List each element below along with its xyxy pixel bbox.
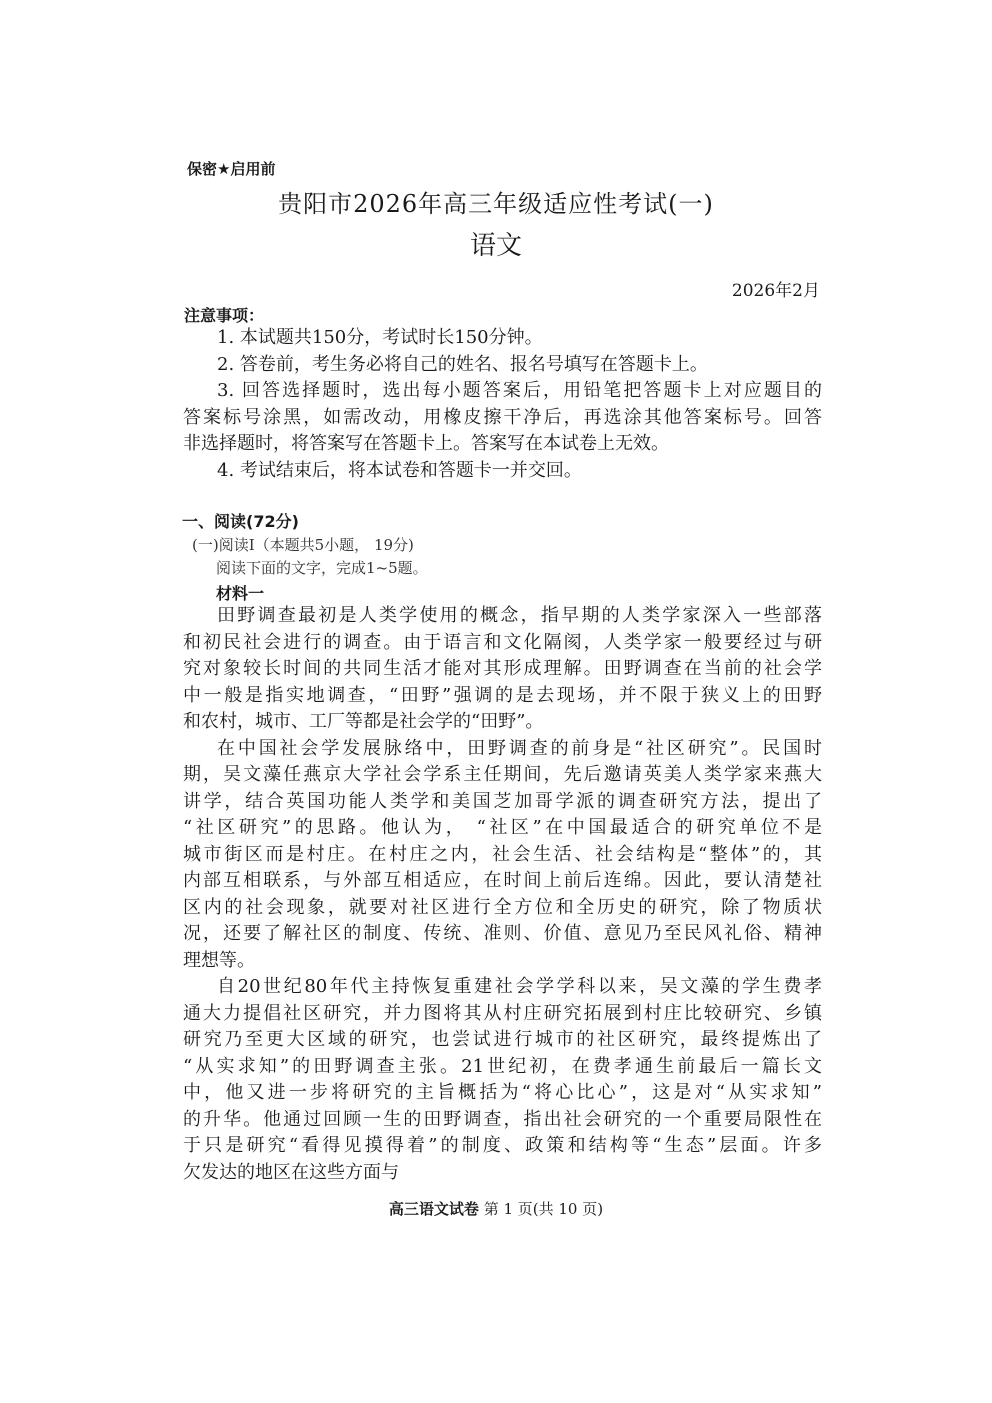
passage-line: 中一般是指实地调查，“田野”强调的是去现场，并不限于狭义上的田野 (183, 684, 822, 706)
page-footer (0, 1198, 992, 1219)
passage-line: 城市街区而是村庄。在村庄之内，社会生活、社会结构是“整体”的，其 (183, 843, 822, 865)
passage-line: 欠发达的地区在这些方面与 (183, 1161, 399, 1183)
passage-line: 和农村，城市、工厂等都是社会学的“田野”。 (183, 711, 544, 732)
passage-line: 期，吴文藻任燕京大学社会学系主任期间，先后邀请英美人类学家来燕大 (183, 764, 822, 785)
passage-line: 究对象较长时间的共同生活才能对其形成理解。田野调查在当前的社会学 (183, 658, 822, 679)
notes-line: 1. 本试题共150分，考试时长150分钟。 (217, 327, 543, 348)
passage-line: 内部互相联系，与外部互相适应，在时间上前后连绵。因此，要认清楚社 (183, 870, 822, 891)
subsection-heading: (一)阅读Ⅰ（本题共5小题， 19分) (192, 536, 414, 554)
passage-line: 的升华。他通过回顾一生的田野调查，指出社会研究的一个重要局限性在 (183, 1108, 822, 1130)
notes-heading: 注意事项： (184, 306, 265, 325)
notes-line: 4. 考试结束后，将本试卷和答题卡一并交回。 (217, 459, 582, 481)
passage-line: 研究乃至更大区域的研究，也尝试进行城市的社区研究，最终提炼出了 (183, 1029, 822, 1050)
passage-line: 区内的社会现象，就要对社区进行全方位和全历史的研究，除了物质状 (183, 896, 822, 918)
passage-line: 自20世纪80年代主持恢复重建社会学学科以来，吴文藻的学生费孝 (217, 976, 822, 997)
reading-instruction: 阅读下面的文字，完成1~5题。 (216, 559, 428, 577)
passage-line: 中，他又进一步将研究的主旨概括为“将心比心”，这是对“从实求知” (183, 1082, 822, 1103)
passage-line: 和初民社会进行的调查。由于语言和文化隔阂，人类学家一般要经过与研 (183, 631, 822, 653)
notes-list (183, 325, 822, 484)
confidential-label: 保密★启用前 (187, 160, 276, 178)
passage-line: “从实求知”的田野调查主张。21世纪初，在费孝通生前最后一篇长文 (183, 1055, 822, 1077)
passage-line: 田野调查最初是人类学使用的概念，指早期的人类学家深入一些部落 (217, 605, 822, 626)
exam-date: 2026年2月 (731, 281, 820, 301)
exam-title: 贵阳市2026年高三年级适应性考试(一) (278, 190, 714, 218)
notes-line: 3. 回答选择题时，选出每小题答案后，用铅笔把答题卡上对应题目的 (217, 380, 822, 401)
passage-line: 况，还要了解社区的制度、传统、准则、价值、意见乃至民风礼俗、精神 (183, 923, 822, 944)
passage-line: 理想等。 (183, 949, 255, 971)
passage-text (183, 603, 822, 1186)
passage-line: 讲学，结合英国功能人类学和美国芝加哥学派的调查研究方法，提出了 (183, 790, 822, 812)
subject-title: 语文 (469, 231, 522, 261)
section-heading: 一、阅读(72分) (182, 512, 299, 531)
passage-line: “社区研究”的思路。他认为， “社区”在中国最适合的研究单位不是 (183, 817, 822, 838)
passage-line: 于只是研究“看得见摸得着”的制度、政策和结构等“生态”层面。许多 (183, 1135, 822, 1156)
notes-line: 答案标号涂黑，如需改动，用橡皮擦干净后，再选涂其他答案标号。回答 (183, 406, 822, 428)
passage-line: 在中国社会学发展脉络中，田野调查的前身是“社区研究”。民国时 (217, 737, 822, 759)
notes-line: 非选择题时，将答案写在答题卡上。答案写在本试卷上无效。 (183, 433, 669, 454)
notes-line: 2. 答卷前，考生务必将自己的姓名、报名号填写在答题卡上。 (217, 353, 708, 375)
passage-line: 通大力提倡社区研究，并力图将其从村庄研究拓展到村庄比较研究、乡镇 (183, 1002, 822, 1024)
footer-label: 高三语文试卷 (388, 1200, 479, 1218)
material-label: 材料一 (216, 584, 265, 603)
page-number: 第 1 页(共 10 页) (483, 1200, 604, 1218)
